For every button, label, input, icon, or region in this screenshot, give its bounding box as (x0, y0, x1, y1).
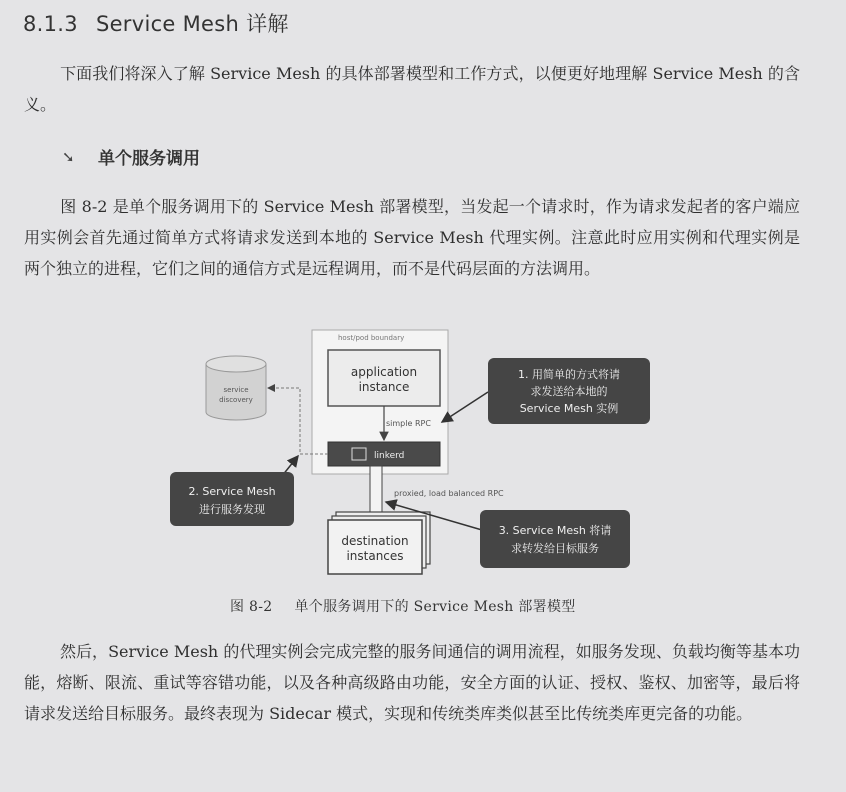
service-discovery-line2: discovery (219, 396, 253, 404)
destination-line2: instances (346, 549, 404, 563)
callout-2-line1: 2. Service Mesh (188, 485, 276, 498)
intro-paragraph (24, 58, 800, 120)
application-instance-line2: instance (358, 380, 410, 394)
section-heading (23, 8, 289, 38)
callout-1-line3: Service Mesh 实例 (519, 402, 619, 415)
arrow-bullet-icon: ➘ (62, 147, 75, 166)
figure-number: 图 8-2 (230, 599, 273, 615)
callout-2-line2: 进行服务发现 (199, 503, 265, 516)
paragraph-3-text: 然后，Service Mesh 的代理实例会完成完整的服务间通信的调用流程，如服务发现、负载均衡等基本功能，熔断、限流、重试等容错功能，以及各种高级路由功能，安全方面的认证、授权、鉴权、加密等，最后将请求发送给目标服务。最终表现为 Sidecar 模式，实现和传统类库类似甚至比传统类库更完备的功能。 (24, 642, 800, 723)
proxied-rpc-label: proxied, load balanced RPC (394, 489, 504, 498)
callout-3-box (480, 510, 630, 568)
callout-3-line1: 3. Service Mesh 将请 (498, 524, 612, 537)
simple-rpc-label: simple RPC (386, 419, 431, 428)
figure-caption (230, 596, 576, 616)
destination-line1: destination (341, 534, 409, 548)
callout-1-line2: 求发送给本地的 (530, 385, 608, 398)
paragraph-2 (24, 191, 800, 284)
paragraph-3 (24, 636, 800, 729)
proxied-rpc-pipe (370, 466, 382, 516)
section-number: 8.1.3 (23, 12, 78, 36)
callout-3-line2: 求转发给目标服务 (511, 542, 599, 555)
application-instance-line1: application (350, 365, 418, 379)
callout-2-box (170, 472, 294, 526)
subheading-text: 单个服务调用 (98, 149, 200, 169)
figure-caption-text: 单个服务调用下的 Service Mesh 部署模型 (294, 599, 576, 615)
service-mesh-diagram (160, 322, 660, 590)
callout-1-line1: 1. 用简单的方式将请 (518, 368, 620, 381)
service-discovery-line1: service (223, 386, 249, 394)
subheading (62, 144, 200, 169)
callout-1-pointer (442, 392, 488, 422)
paragraph-2-text: 图 8-2 是单个服务调用下的 Service Mesh 部署模型，当发起一个请求时，作为请求发起者的客户端应用实例会首先通过简单方式将请求发送到本地的 Service Mesh 代理实例。注意此时应用实例和代理实例是两个独立的进程，它们之间的通信方式是远程调用，而不是代码层面的方法调用。 (24, 197, 800, 278)
linkerd-label: linkerd (374, 451, 405, 461)
host-boundary-label: host/pod boundary (338, 334, 405, 342)
intro-text: 下面我们将深入了解 Service Mesh 的具体部署模型和工作方式，以便更好地理解 Service Mesh 的含义。 (24, 64, 800, 114)
section-title: Service Mesh 详解 (95, 12, 289, 36)
